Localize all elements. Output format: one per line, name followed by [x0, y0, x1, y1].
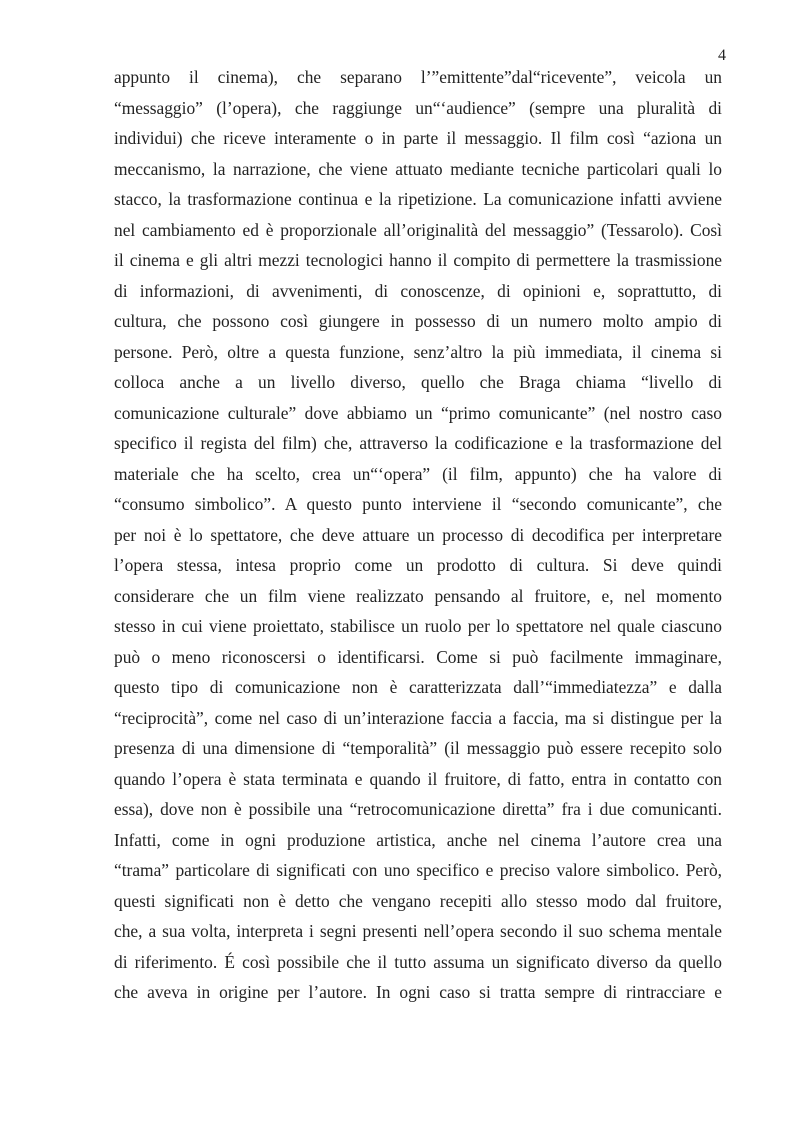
text-line: di informazioni, di avvenimenti, di conoscenze, di opinioni e, soprattutto, di [114, 280, 722, 301]
text-line: questi significati non è detto che vengano recepiti allo stesso modo dal fruitore, [114, 890, 722, 911]
text-line: quando l’opera è stata terminata e quando il fruitore, di fatto, entra in contatto con [114, 768, 722, 789]
text-line: “trama” particolare di significati con uno specifico e preciso valore simbolico. Però, [114, 860, 722, 880]
text-line: presenza di una dimensione di “temporalità” (il messaggio può essere recepito solo [114, 738, 722, 758]
text-line: appunto il cinema), che separano l’”emittente”dal“ricevente”, veicola un [114, 67, 722, 87]
text-line: il cinema e gli altri mezzi tecnologici hanno il compito di permettere la trasmissione [114, 250, 722, 270]
text-line: stesso in cui viene proiettato, stabilisce un ruolo per lo spettatore nel quale ciascuno [114, 616, 722, 636]
text-line: specifico il regista del film) che, attraverso la codificazione e la trasformazione del [114, 433, 722, 453]
text-line: considerare che un film viene realizzato pensando al fruitore, e, nel momento [114, 585, 722, 606]
text-line: Infatti, come in ogni produzione artistica, anche nel cinema l’autore crea una [114, 829, 722, 850]
text-line: questo tipo di comunicazione non è caratterizzata dall’“immediatezza” e dalla [114, 677, 722, 697]
text-line: materiale che ha scelto, crea un“‘opera” (il film, appunto) che ha valore di [114, 463, 722, 484]
text-line: l’opera stessa, intesa proprio come un prodotto di cultura. Si deve quindi [114, 555, 722, 575]
text-line: “reciprocità”, come nel caso di un’interazione faccia a faccia, ma si distingue per la [114, 707, 722, 728]
text-line: cultura, che possono così giungere in possesso di un numero molto ampio di [114, 311, 722, 331]
text-line: può o meno riconoscersi o identificarsi. Come si può facilmente immaginare, [114, 646, 722, 667]
text-line: essa), dove non è possibile una “retrocomunicazione diretta” fra i due comunicanti. [114, 799, 722, 819]
text-line: individui) che riceve interamente o in parte il messaggio. Il film così “aziona un [114, 128, 722, 148]
text-line: di riferimento. É così possibile che il tutto assuma un significato diverso da quello [114, 951, 722, 972]
text-line: stacco, la trasformazione continua e la ripetizione. La comunicazione infatti avviene [114, 189, 722, 209]
text-line: “consumo simbolico”. A questo punto interviene il “secondo comunicante”, che [114, 494, 722, 514]
body-text [114, 62, 722, 1008]
text-line: per noi è lo spettatore, che deve attuare un processo di decodifica per interpretare [114, 524, 722, 545]
text-line: che aveva in origine per l’autore. In ogni caso si tratta sempre di rintracciare e [114, 982, 722, 1002]
text-line: “messaggio” (l’opera), che raggiunge un“‘audience” (sempre una pluralità di [114, 97, 722, 118]
text-line: che, a sua volta, interpreta i segni presenti nell’opera secondo il suo schema mentale [114, 921, 722, 941]
text-line: meccanismo, la narrazione, che viene attuato mediante tecniche particolari quali lo [114, 158, 722, 179]
text-line: colloca anche a un livello diverso, quello che Braga chiama “livello di [114, 372, 722, 392]
text-line: comunicazione culturale” dove abbiamo un “primo comunicante” (nel nostro caso [114, 402, 722, 423]
text-line: persone. Però, oltre a questa funzione, senz’altro la più immediata, il cinema si [114, 341, 722, 362]
page-number: 4 [718, 47, 726, 64]
text-line: nel cambiamento ed è proporzionale all’originalità del messaggio” (Tessarolo). Così [114, 219, 722, 240]
